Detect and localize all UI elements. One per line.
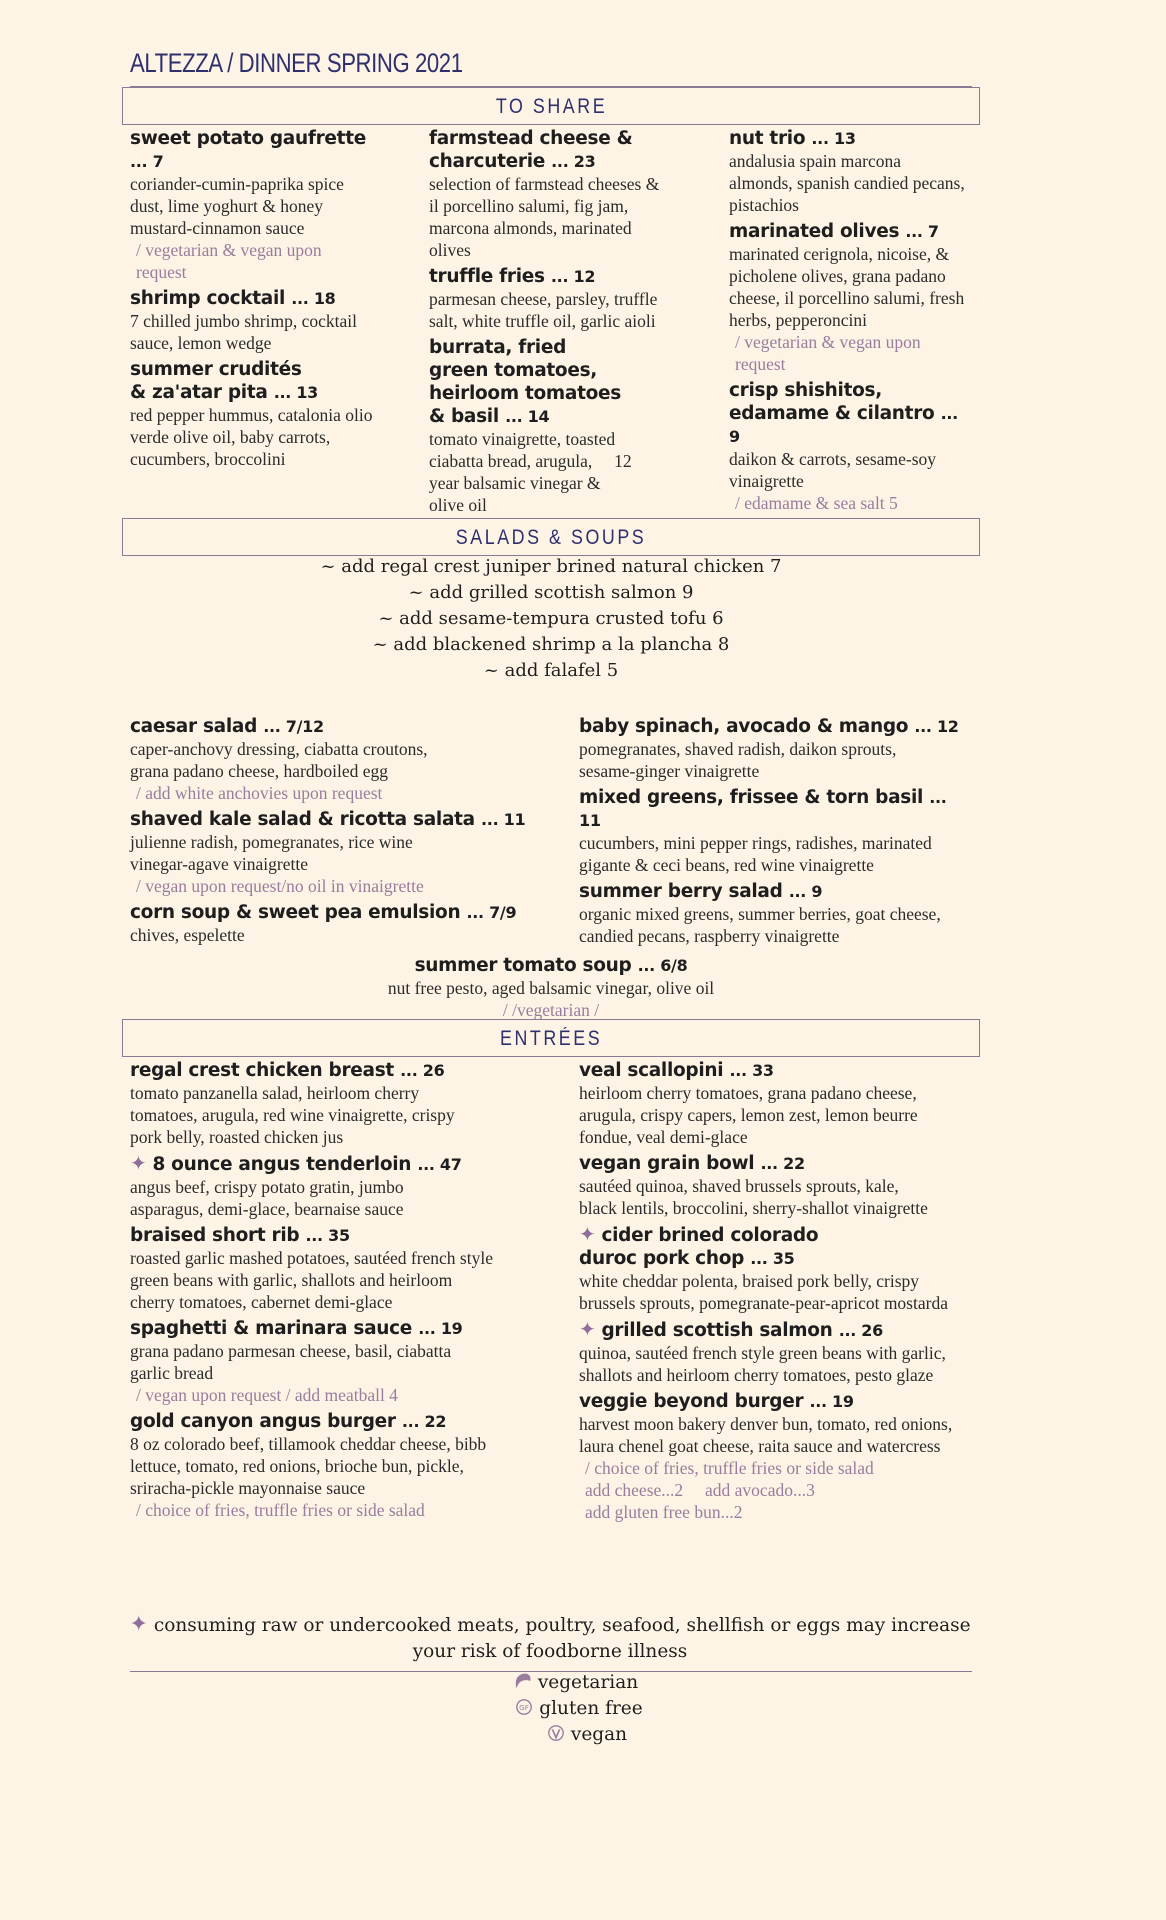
item-description: caper-anchovy dressing, ciabatta croutons, grana padano cheese, hardboiled egg	[130, 739, 428, 781]
menu-title: ALTEZZA / DINNER SPRING 2021	[130, 48, 463, 78]
vegan-icon	[547, 1724, 565, 1742]
item-description: organic mixed greens, summer berries, goat cheese, candied pecans, raspberry vinaigrette	[579, 904, 941, 946]
item-description: parmesan cheese, parsley, truffle salt, white truffle oil, garlic aioli	[429, 289, 658, 331]
item-price: ... 35	[305, 1226, 350, 1245]
item-price: ... 13	[273, 383, 319, 402]
item-price: ... 22	[760, 1154, 805, 1173]
item-description: marinated cerignola, nicoise, & picholene olives, grana padano cheese, il porcellino salumi, fresh herbs, pepperoncini	[729, 244, 965, 330]
section-header-entrees	[122, 1019, 980, 1057]
item-price: ... 23	[551, 152, 596, 171]
item-name: truffle fries	[429, 266, 545, 287]
item-name: summer crudités & za'atar pita	[130, 359, 302, 403]
item-price: ... 18	[291, 289, 336, 308]
legend-row	[0, 1696, 1166, 1722]
item-description: quinoa, sautéed french style green beans with garlic, shallots and heirloom cherry tomatoes, pesto glaze	[579, 1343, 946, 1385]
salads-column-2	[579, 715, 969, 951]
item-description: sautéed quinoa, shaved brussels sprouts, kale, black lentils, broccolini, sherry-shallot vinaigrette	[579, 1176, 928, 1218]
item-name: baby spinach, avocado & mango	[579, 716, 909, 737]
menu-item	[130, 127, 375, 283]
item-description-extra: 12	[614, 451, 632, 471]
addon-line: ~ add falafel 5	[483, 660, 619, 681]
item-price: ... 13	[811, 129, 856, 148]
entrees-column-1	[130, 1059, 550, 1525]
item-price: ... 14	[505, 407, 550, 426]
item-name: shaved kale salad & ricotta salata	[130, 809, 475, 830]
menu-item	[579, 1223, 974, 1314]
menu-item-centered	[122, 954, 980, 1021]
menu-item	[130, 1410, 550, 1521]
warning-text: consuming raw or undercooked meats, poultry, seafood, shellfish or eggs may increase your risk of foodborne illness	[153, 1615, 971, 1662]
item-note: / vegan upon request/no oil in vinaigrette	[136, 876, 424, 896]
item-description: grana padano parmesan cheese, basil, ciabatta garlic bread	[130, 1341, 452, 1383]
raw-food-warning	[110, 1612, 990, 1665]
item-name: crisp shishitos, edamame & cilantro	[729, 380, 935, 424]
item-description: year balsamic vinegar & olive oil	[429, 473, 601, 515]
item-name: corn soup & sweet pea emulsion	[130, 902, 461, 923]
item-name: vegan grain bowl	[579, 1153, 755, 1174]
protein-addons	[122, 554, 980, 684]
item-note: / choice of fries, truffle fries or side salad	[136, 1500, 425, 1520]
menu-item	[130, 358, 375, 470]
item-name: marinated olives	[729, 221, 900, 242]
item-note: add cheese...2 add avocado...3	[585, 1480, 815, 1500]
item-description: tomato panzanella salad, heirloom cherry tomatoes, arugula, red wine vinaigrette, crispy pork belly, roasted chicken jus	[130, 1083, 455, 1147]
item-name: cider brined colorado	[601, 1225, 819, 1246]
item-name: sweet potato gaufrette	[130, 128, 367, 149]
item-description: harvest moon bakery denver bun, tomato, red onions, laura chenel goat cheese, raita sauce and watercress	[579, 1414, 953, 1456]
item-price: ... 12	[914, 717, 959, 736]
item-name: nut trio	[729, 128, 806, 149]
menu-item	[579, 715, 969, 782]
item-note: / vegetarian & vegan upon request	[136, 240, 322, 282]
legend-row	[8, 1722, 1166, 1748]
item-name: burrata, fried green tomatoes, heirloom tomatoes & basil	[429, 337, 621, 427]
item-name: regal crest chicken breast	[130, 1060, 394, 1081]
item-note: / vegetarian & vegan upon request	[735, 332, 921, 374]
item-price: ... 11	[481, 810, 526, 829]
item-price: ... 7	[905, 222, 939, 241]
item-description: daikon & carrots, sesame-soy vinaigrette	[729, 449, 937, 491]
item-name: farmstead cheese & charcuterie	[429, 128, 633, 172]
legend-label: vegan	[570, 1724, 628, 1745]
item-price: ... 9	[729, 404, 958, 446]
section-title: ENTRÉES	[499, 1027, 603, 1050]
item-name: grilled scottish salmon	[601, 1320, 833, 1341]
item-description: pomegranates, shaved radish, daikon sprouts, sesame-ginger vinaigrette	[579, 739, 897, 781]
menu-item	[729, 220, 969, 375]
menu-item	[130, 1152, 550, 1220]
legend-row	[0, 1670, 1166, 1696]
item-description: nut free pesto, aged balsamic vinegar, olive oil	[387, 978, 715, 998]
item-note: / add white anchovies upon request	[136, 783, 383, 803]
item-price: ... 12	[550, 267, 596, 286]
menu-item	[130, 287, 375, 354]
item-name: shrimp cocktail	[130, 288, 286, 309]
item-description: red pepper hummus, catalonia olio verde olive oil, baby carrots, cucumbers, broccolini	[130, 405, 373, 469]
item-note: / vegan upon request / add meatball 4	[136, 1385, 398, 1405]
item-description: cucumbers, mini pepper rings, radishes, marinated gigante & ceci beans, red wine vinaigrette	[579, 833, 932, 875]
section-header-to-share	[122, 87, 980, 125]
addon-line: ~ add sesame-tempura crusted tofu 6	[378, 608, 724, 629]
menu-item	[130, 1059, 550, 1148]
to-share-column-1	[130, 127, 375, 474]
item-note: / choice of fries, truffle fries or side salad	[585, 1458, 874, 1478]
item-description: heirloom cherry tomatoes, grana padano cheese, arugula, crispy capers, lemon zest, lemon beurre fondue, veal demi-glace	[579, 1083, 918, 1147]
item-name-line2: duroc pork chop	[579, 1248, 745, 1269]
item-price: ... 26	[838, 1321, 883, 1340]
item-name: veal scallopini	[579, 1060, 724, 1081]
item-description: andalusia spain marcona almonds, spanish candied pecans, pistachios	[729, 151, 965, 215]
menu-item	[130, 715, 550, 804]
menu-item	[130, 1224, 550, 1313]
gluten-free-icon	[515, 1698, 533, 1716]
item-description: coriander-cumin-paprika spice dust, lime yoghurt & honey mustard-cinnamon sauce	[130, 174, 344, 238]
item-description: 7 chilled jumbo shrimp, cocktail sauce, lemon wedge	[130, 311, 357, 353]
item-price: ... 19	[418, 1319, 463, 1338]
item-name: mixed greens, frissee & torn basil	[579, 787, 924, 808]
menu-item	[579, 1318, 974, 1386]
item-name: summer tomato soup	[414, 955, 632, 976]
raw-warning-icon: ✦	[129, 1612, 148, 1637]
item-description: chives, espelette	[130, 925, 245, 945]
item-price: ... 33	[729, 1061, 774, 1080]
item-description: roasted garlic mashed potatoes, sautéed french style green beans with garlic, shallots and heirloom cherry tomatoes, cabernet demi-glace	[130, 1248, 493, 1312]
section-title: SALADS & SOUPS	[455, 526, 647, 549]
item-price: ... 35	[750, 1249, 795, 1268]
raw-warning-icon: ✦	[130, 1151, 147, 1175]
addon-line: ~ add regal crest juniper brined natural chicken 7	[320, 556, 782, 577]
item-note: / /vegetarian /	[502, 1000, 600, 1020]
to-share-column-2	[429, 127, 669, 520]
menu-item	[579, 1059, 974, 1148]
item-description: selection of farmstead cheeses & il porcellino salumi, fig jam, marcona almonds, marinated olives	[429, 174, 660, 260]
menu-item	[579, 880, 969, 947]
addon-line: ~ add grilled scottish salmon 9	[408, 582, 694, 603]
svg-text:GF: GF	[519, 1703, 530, 1713]
legend-label: gluten free	[539, 1698, 643, 1719]
item-name: caesar salad	[130, 716, 258, 737]
salads-column-1	[130, 715, 550, 950]
item-price: ... 22	[401, 1412, 447, 1431]
menu-item	[130, 1317, 550, 1406]
menu-item	[729, 379, 969, 514]
section-header-salads-soups	[122, 518, 980, 556]
item-price: ... 7/9	[466, 903, 517, 922]
menu-item	[429, 265, 669, 332]
item-price: ... 6/8	[637, 956, 688, 975]
item-price: ... 7/12	[263, 717, 324, 736]
item-price: ... 11	[579, 788, 947, 830]
item-description: tomato vinaigrette, toasted ciabatta bread, arugula,	[429, 429, 616, 471]
dietary-legend	[0, 1670, 1166, 1748]
item-price: ... 26	[400, 1061, 445, 1080]
item-description: white cheddar polenta, braised pork belly, crispy brussels sprouts, pomegranate-pear-apricot mostarda	[579, 1271, 948, 1313]
item-description: julienne radish, pomegranates, rice wine vinegar-agave vinaigrette	[130, 832, 413, 874]
menu-item	[579, 1152, 974, 1219]
item-name: braised short rib	[130, 1225, 300, 1246]
to-share-column-3	[729, 127, 969, 518]
item-name: summer berry salad	[579, 881, 783, 902]
menu-item	[130, 808, 550, 897]
item-price: ... 47	[417, 1155, 462, 1174]
menu-item	[579, 1390, 974, 1523]
item-note: add gluten free bun...2	[585, 1502, 743, 1522]
item-name: 8 ounce angus tenderloin	[152, 1154, 412, 1175]
vegetarian-icon	[514, 1672, 532, 1690]
item-price: ... 9	[788, 882, 823, 901]
legend-label: vegetarian	[537, 1672, 639, 1693]
menu-item	[130, 901, 550, 946]
menu-item	[729, 127, 969, 216]
menu-item	[579, 786, 969, 876]
item-note: / edamame & sea salt 5	[735, 493, 898, 513]
item-description: 8 oz colorado beef, tillamook cheddar cheese, bibb lettuce, tomato, red onions, brioche bun, pickle, sriracha-pickle mayonnaise sauce	[130, 1434, 487, 1498]
addon-line: ~ add blackened shrimp a la plancha 8	[372, 634, 730, 655]
item-description: angus beef, crispy potato gratin, jumbo asparagus, demi-glace, bearnaise sauce	[130, 1177, 404, 1219]
section-title: TO SHARE	[495, 95, 607, 118]
item-name: gold canyon angus burger	[130, 1411, 396, 1432]
item-name: spaghetti & marinara sauce	[130, 1318, 413, 1339]
raw-warning-icon: ✦	[579, 1222, 596, 1246]
menu-item	[429, 127, 669, 261]
item-price: ... 7	[130, 152, 164, 171]
entrees-column-2	[579, 1059, 974, 1527]
menu-item	[429, 336, 669, 516]
item-name: veggie beyond burger	[579, 1391, 804, 1412]
item-price: ... 19	[809, 1392, 854, 1411]
raw-warning-icon: ✦	[579, 1317, 596, 1341]
